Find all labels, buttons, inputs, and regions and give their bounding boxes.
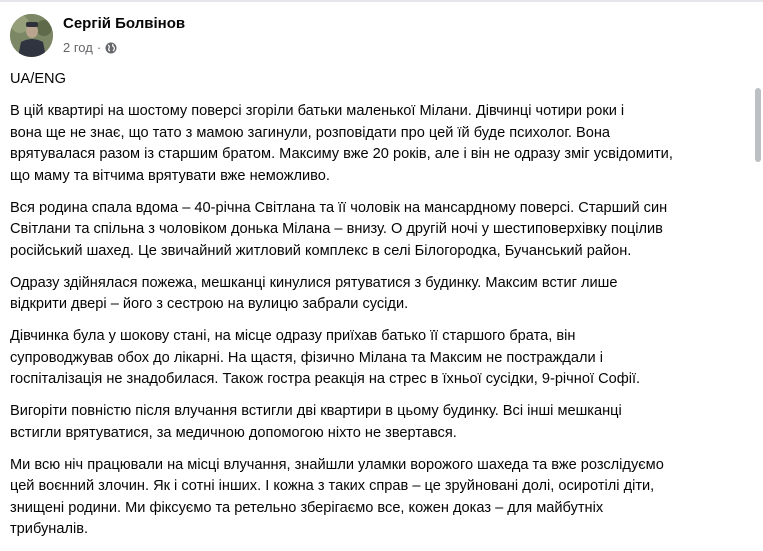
text-line: супроводжував обох до лікарні. На щастя, фізично Мілана та Максим не постраждали і bbox=[10, 349, 603, 366]
post-paragraph bbox=[10, 101, 755, 187]
post-meta bbox=[63, 40, 117, 55]
text-line: Дівчинка була у шокову стані, на місце одразу приїхав батько її старшого брата, він bbox=[10, 328, 576, 344]
post-time[interactable]: 2 год bbox=[63, 40, 93, 55]
post-paragraph bbox=[10, 326, 755, 391]
text-line: що маму та вітчима врятувати вже неможливо. bbox=[10, 167, 330, 184]
text-line: цей воєнний злочин. Як і сотні інших. І кожна з таких справ – це зруйновані долі, осиротілі діти, bbox=[10, 478, 655, 494]
text-line: госпіталізація не знадобилася. Також гостра реакція на стрес в їхньої сусідки, 9-річної Софії. bbox=[10, 371, 641, 387]
post-paragraph bbox=[10, 198, 755, 263]
post-paragraph bbox=[10, 401, 755, 444]
post-paragraph bbox=[10, 273, 755, 316]
text-line: відкрити двері – його з сестрою на вулицю забрали сусіди. bbox=[10, 296, 409, 312]
avatar[interactable] bbox=[10, 14, 53, 57]
author-name[interactable]: Сергій Болвінов bbox=[63, 15, 186, 32]
text-line: Ми всю ніч працювали на місці влучання, знайшли уламки ворожого шахеда та вже розслідуємо bbox=[10, 456, 664, 473]
text-line: Світлани та спільна з чоловіком донька Мілана – внизу. О другій ночі у шестиповерхівку поцілив bbox=[10, 221, 663, 237]
globe-icon[interactable] bbox=[105, 42, 117, 54]
text-line: трибуналів. bbox=[10, 521, 89, 537]
text-line: Вся родина спала вдома – 40-річна Світлана та її чоловік на мансардному поверсі. Старший син bbox=[10, 199, 668, 216]
top-divider bbox=[0, 0, 763, 2]
scrollbar-thumb[interactable] bbox=[755, 88, 761, 162]
text-line: Одразу здійнялася пожежа, мешканці кинулися рятуватися з будинку. Максим встиг лише bbox=[10, 274, 618, 291]
post-text bbox=[10, 69, 755, 551]
text-line: Вигоріти повністю після влучання встигли дві квартири в цьому будинку. Всі інші мешканці bbox=[10, 403, 622, 419]
text-line: вона ще не знає, що тато з мамою загинули, розповідати про цей їй буде психолог. Вона bbox=[10, 124, 610, 141]
post-paragraph bbox=[10, 455, 755, 541]
text-line: російський шахед. Це звичайний житловий комплекс в селі Білогородка, Бучанський район. bbox=[10, 242, 632, 259]
avatar-photo bbox=[10, 14, 53, 57]
post-paragraph bbox=[10, 69, 755, 91]
text-line: В цій квартирі на шостому поверсі згоріли батьки маленької Мілани. Дівчинці чотири роки і bbox=[10, 103, 625, 119]
text-line: врятувалася разом із старшим братом. Максиму вже 20 років, але і він не одразу зміг усвідомити, bbox=[10, 146, 673, 162]
meta-separator: · bbox=[96, 40, 102, 55]
text-line: UA/ENG bbox=[10, 71, 66, 87]
text-line: знищені родини. Ми фіксуємо та ретельно зберігаємо все, кожен доказ – для майбутніх bbox=[10, 499, 604, 516]
text-line: встигли врятуватися, за медичною допомогою ніхто не звертався. bbox=[10, 424, 457, 441]
